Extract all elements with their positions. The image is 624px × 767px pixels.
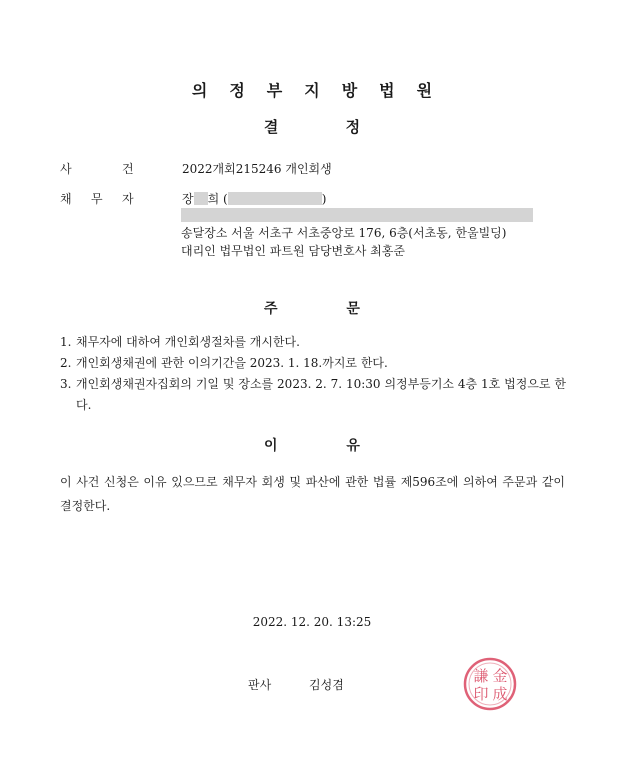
reason-section-title: 이 유 [264,438,360,454]
order-item-number: 2. [60,356,72,370]
debtor-name [182,190,326,207]
order-item-text: 채무자에 대하여 개인회생절차를 개시한다. [76,335,300,349]
seal-char-2: 成 [492,685,508,703]
reason-text: 이 사건 신청은 이유 있으므로 채무자 회생 및 파산에 관한 법률 제596조에 의하여 주문과 같이 결정한다. [60,475,565,513]
seal-char-1: 金 [492,667,508,685]
debtor-name-suffix: 희 ( [207,192,228,206]
seal-char-4: 印 [473,685,489,703]
document-type-title: 결 정 [263,118,361,136]
redacted-id-number [228,192,322,205]
case-number: 2022개회215246 개인회생 [182,162,332,176]
seal-char-3: 謙 [473,667,489,685]
debtor-name-prefix: 장 [182,192,194,206]
case-label-char-1: 사 [60,162,72,176]
legal-representative: 대리인 법무법인 파트원 담당변호사 최홍준 [181,244,405,258]
order-item-number: 3. [60,377,72,391]
case-row [60,160,580,178]
debtor-row [60,190,580,208]
debtor-label-char-2: 무 [91,192,103,206]
redacted-name-char [194,192,208,205]
court-name: 의정부지방법원 [191,81,455,100]
order-item-text: 개인회생채권에 관한 이의기간을 2023. 1. 18.까지로 한다. [76,356,388,370]
order-item-text: 개인회생채권자집회의 기일 및 장소를 2023. 2. 7. 10:30 의정부등기소 4층 1호 법정으로 한다. [76,377,566,412]
debtor-name-close: ) [321,192,327,206]
order-item-number: 1. [60,335,72,349]
judge-title: 판사 [248,678,272,692]
delivery-address: 송달장소 서울 서초구 서초중앙로 176, 6층(서초동, 한울빌딩) [181,226,507,240]
redacted-address [181,208,533,222]
judge-name: 김성겸 [309,678,344,692]
order-section-title: 주 문 [264,301,360,317]
debtor-label-char-3: 자 [122,192,134,206]
case-label-char-2: 건 [122,162,134,176]
debtor-label-char-1: 채 [60,192,72,206]
judge-signature-line [248,676,344,693]
judge-seal-stamp [462,656,518,712]
decision-datetime: 2022. 12. 20. 13:25 [252,615,372,629]
